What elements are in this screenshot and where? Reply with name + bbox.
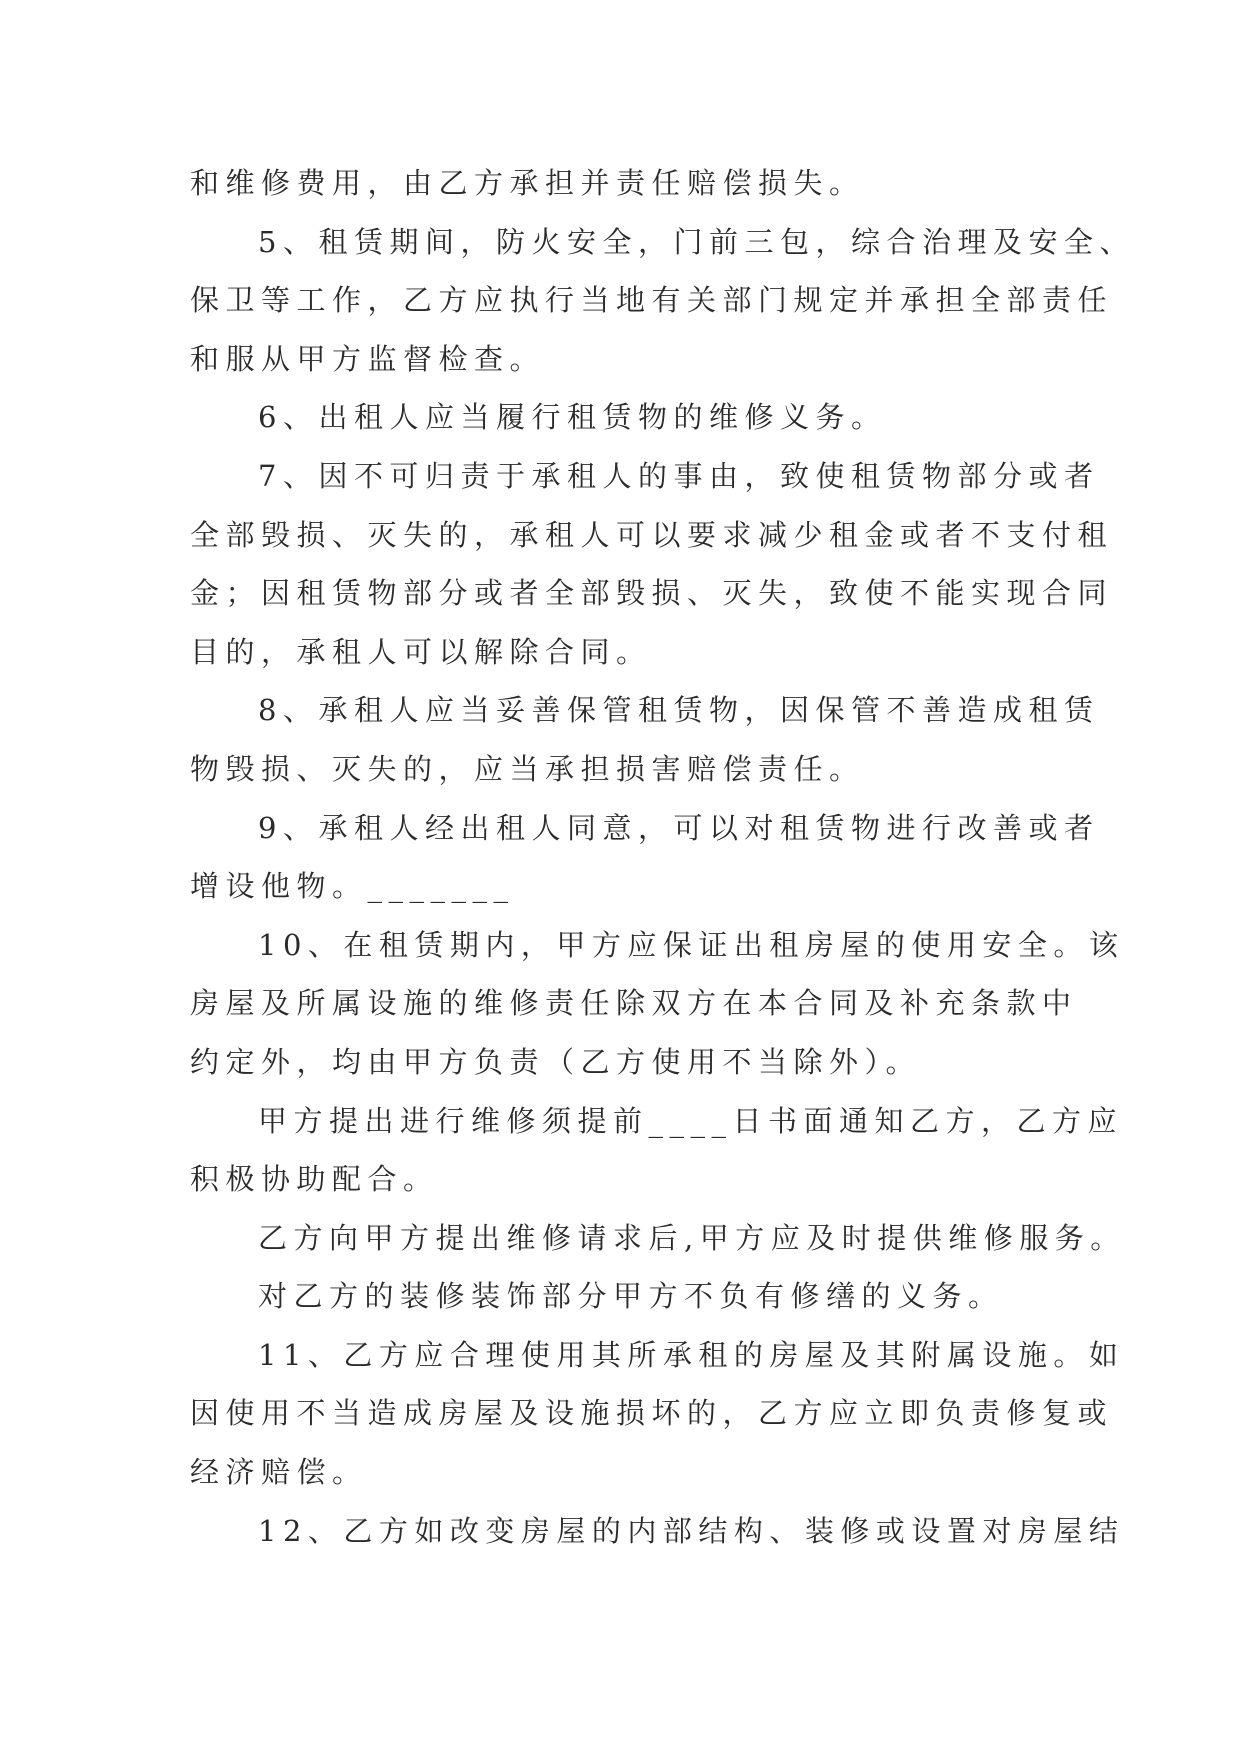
text-line: 房屋及所属设施的维修责任除双方在本合同及补充条款中 — [190, 986, 1078, 1021]
text-line: 7、因不可归责于承租人的事由，致使租赁物部分或者 — [258, 458, 1100, 493]
text-line: 8、承租人应当妥善保管租赁物，因保管不善造成租赁 — [258, 693, 1100, 728]
text-line: 9、承租人经出租人同意，可以对租赁物进行改善或者 — [258, 810, 1100, 845]
text-line: 12、乙方如改变房屋的内部结构、装修或设置对房屋结 — [258, 1513, 1125, 1548]
text-line: 积极协助配合。 — [190, 1162, 439, 1197]
contract-text — [190, 154, 1135, 1560]
text-line: 金；因租赁物部分或者全部毁损、灭失，致使不能实现合同 — [190, 576, 1114, 611]
text-line: 保卫等工作，乙方应执行当地有关部门规定并承担全部责任 — [190, 283, 1114, 318]
text-line: 对乙方的装修装饰部分甲方不负有修缮的义务。 — [258, 1279, 1004, 1314]
text-line: 甲方提出进行维修须提前____日书面通知乙方，乙方应 — [258, 1103, 1124, 1138]
text-line: 因使用不当造成房屋及设施损坏的，乙方应立即负责修复或 — [190, 1396, 1114, 1431]
text-line: 目的，承租人可以解除合同。 — [190, 634, 652, 669]
text-line: 经济赔偿。 — [190, 1455, 368, 1490]
text-line: 和服从甲方监督检查。 — [190, 341, 546, 376]
text-line: 10、在租赁期内，甲方应保证出租房屋的使用安全。该 — [258, 927, 1125, 962]
text-line: 物毁损、灭失的，应当承担损害赔偿责任。 — [190, 751, 865, 786]
text-line: 5、租赁期间，防火安全，门前三包，综合治理及安全、 — [258, 224, 1135, 259]
text-line: 乙方向甲方提出维修请求后,甲方应及时提供维修服务。 — [258, 1220, 1126, 1255]
text-line: 和维修费用，由乙方承担并责任赔偿损失。 — [190, 166, 865, 200]
text-line: 6、出租人应当履行租赁物的维修义务。 — [258, 400, 887, 435]
text-line: 全部毁损、灭失的，承租人可以要求减少租金或者不支付租 — [190, 517, 1114, 552]
text-line: 约定外，均由甲方负责（乙方使用不当除外）。 — [190, 1044, 922, 1079]
text-line: 11、乙方应合理使用其所承租的房屋及其附属设施。如 — [258, 1337, 1125, 1372]
text-line: 增设他物。_______ — [190, 869, 515, 904]
